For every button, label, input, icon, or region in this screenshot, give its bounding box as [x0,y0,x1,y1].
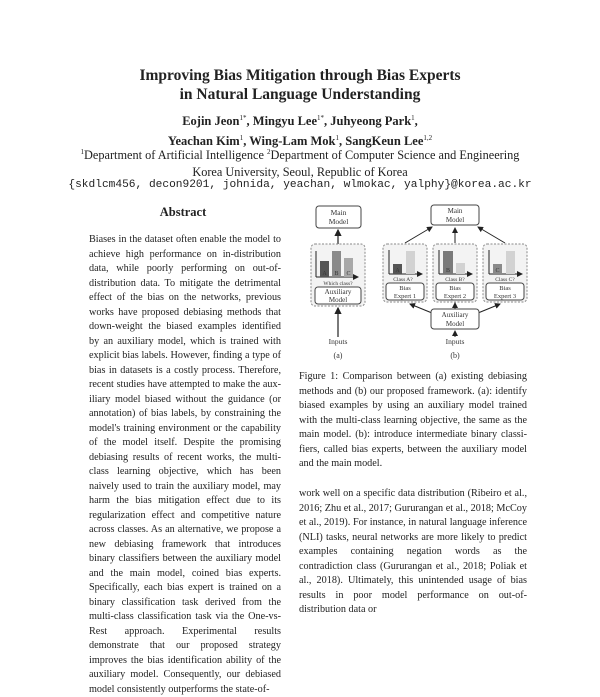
svg-text:Model: Model [445,216,465,224]
svg-text:Auxiliary: Auxiliary [324,288,352,296]
author: Eojin Jeon [182,114,240,129]
svg-text:Which class?: Which class? [323,281,353,287]
author: SangKeun Lee [345,134,424,149]
svg-text:Class B?: Class B? [445,277,465,283]
svg-text:Main: Main [330,208,347,217]
abstract-text: Biases in the dataset often enable the model to achieve high performance on in-distribution data, while poorly performing on out-of-distribution data. To mitigate the detrimental effect of the bias on the networks, previous works have proposed debiasing methods that down-weight the biased examples identified by an auxiliary model, which is trained with explicit bias labels. However, finding a type of bias in datasets is a costly process. Therefore, recent studies have attempted to make the auxiliary model biased without the guidance (or annotation) of bias labels, by constraining the model's training environment or the capability of the model itself. Despite the promising debiasing results of recent works, the multi-class learning objective, which has been naively used to train the auxiliary model, may harm the bias mitigation effect due to its regularization effect and competitive nature across classes. As an alternative, we propose a new debiasing framework that introduces binary classifiers between the auxiliary model and the main model, coined bias experts. Specifically, each bias expert is trained on a binary classification task derived from the multi-class classification task via the One-vs-Rest approach. Experimental results demonstrate that our proposed strategy improves the bias identification ability of the auxiliary model. Consequently, our debiased model consistently outperforms the state-of- [89,234,281,695]
svg-text:B: B [445,268,451,274]
author-emails: {skdlcm456, decon9201, johnida, yeachan, wlmokac, yalphy}@korea.ac.kr [68,179,532,191]
svg-text:Bias: Bias [399,285,411,292]
svg-text:C: C [495,268,500,274]
svg-text:Main: Main [447,207,463,215]
svg-text:(a): (a) [333,351,343,360]
svg-text:Auxiliary: Auxiliary [441,311,469,319]
paper-title: Improving Bias Mitigation through Bias Experts in Natural Language Understanding [139,67,461,103]
author-list: Eojin Jeon$^{1*}$, Mingyu Lee$^{1*}$, Juhyeong Park$^1$, Yeachan Kim$^1$, Wing-Lam Mok$^1$, SangKeun Lee$^{1,2}$ [167,114,433,149]
panel-b [383,205,527,360]
panel-a [311,206,365,360]
svg-text:Model: Model [328,296,348,304]
svg-text:Inputs: Inputs [445,337,465,346]
svg-text:B: B [334,271,339,277]
svg-text:(b): (b) [450,351,460,360]
svg-text:A: A [395,268,400,274]
author: Yeachan Kim [167,134,240,149]
figure-caption: Figure 1: Comparison between (a) existing debiasing methods and (b) our proposed framework. (a): identify biased examples by using an auxiliary model trained with the multi-class learning objective, the same as the main model. (b): introduce intermediate binary classifiers, called bias experts, between the auxiliary model and the main model. [299,371,527,469]
svg-text:Bias: Bias [449,285,461,292]
svg-text:Model: Model [328,217,349,226]
abstract-heading: Abstract [159,205,207,219]
figure-1 [298,200,538,365]
author: Mingyu Lee [252,114,317,129]
svg-text:Class A?: Class A? [393,277,413,283]
affiliations: $^1$Department of Artificial Intelligence $^2$Department of Computer Science and Engineering Korea University, Seoul, Republic of Korea [80,148,520,180]
svg-text:Expert 1: Expert 1 [393,293,417,300]
svg-text:Class C?: Class C? [495,277,515,283]
body-text: work well on a specific data distribution (Ribeiro et al., 2016; Zhu et al., 2017; Gururangan et al., 2018; McCoy et al., 2019). For instance, in natural language inference (NLI) tasks, neural networks are more likely to predict examples containing negation words as the contradiction class (Gururangan et al., 2018; Poliak et al., 2018). Ultimately, this unintended usage of bias results in poor model performance on out-of-distribution data or [299,488,527,615]
svg-text:C: C [346,271,351,277]
svg-text:Model: Model [445,320,465,328]
author: Wing-Lam Mok [249,134,336,149]
svg-text:Bias: Bias [499,285,511,292]
svg-text:Expert 3: Expert 3 [493,293,517,300]
author: Juhyeong Park [330,114,412,129]
svg-text:Expert 2: Expert 2 [443,293,467,300]
svg-text:Inputs: Inputs [328,337,348,346]
svg-text:A: A [322,271,327,277]
